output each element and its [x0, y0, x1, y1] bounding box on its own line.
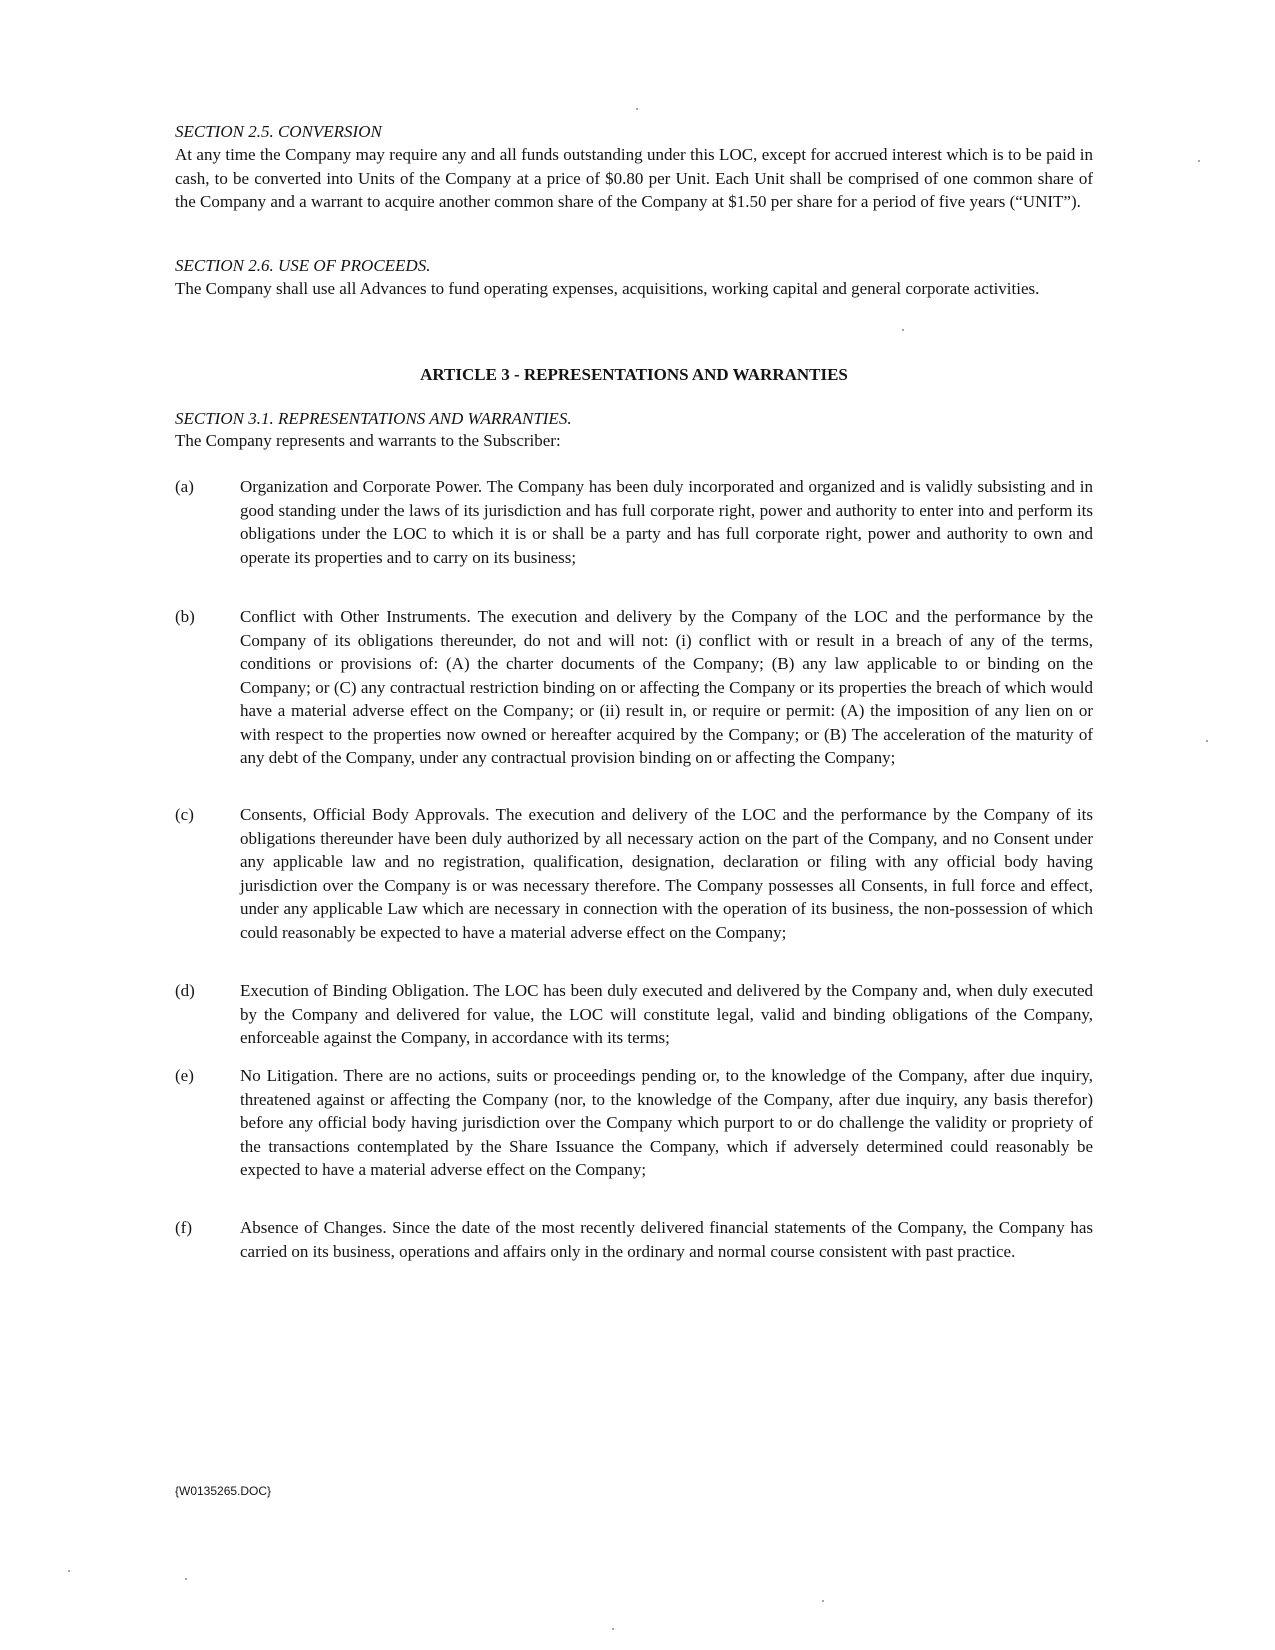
- item-marker: (d): [175, 981, 195, 1000]
- document-id-footer: {W0135265.DOC}: [175, 1484, 272, 1498]
- section-3-1-intro: The Company represents and warrants to the Subscriber:: [175, 431, 561, 450]
- scan-speck: [1198, 160, 1200, 162]
- item-marker: (b): [175, 607, 195, 626]
- section-2-6-heading: SECTION 2.6. USE OF PROCEEDS.: [175, 256, 431, 275]
- item-text: No Litigation. There are no actions, suits or proceedings pending or, to the knowledge of the Company, after due inquiry, threatened against or affecting the Company (nor, to the knowledge of the Company, after due inquiry, any basis therefor) before any official body having jurisdiction over the Company which purport to or do challenge the validity or propriety of the transactions contemplated by the Share Issuance the Company, which if adversely determined could reasonably be expected to have a material adverse effect on the Company;: [240, 1066, 1093, 1179]
- warranty-item-c: [175, 803, 1093, 944]
- warranty-item-b: [175, 605, 1093, 770]
- scan-speck: [185, 1578, 187, 1580]
- scan-speck: [822, 1600, 824, 1602]
- article-3-title: ARTICLE 3 - REPRESENTATIONS AND WARRANTIES: [420, 365, 848, 384]
- item-text: Organization and Corporate Power. The Company has been duly incorporated and organized and is validly subsisting and in good standing under the laws of its jurisdiction and has full corporate right, power and authority to enter into and perform its obligations under the LOC to which it is or shall be a party and has full corporate right, power and authority to own and operate its properties and to carry on its business;: [240, 477, 1093, 567]
- item-text: Execution of Binding Obligation. The LOC has been duly executed and delivered by the Company and, when duly executed by the Company and delivered for value, the LOC will constitute legal, valid and binding obligations of the Company, enforceable against the Company, in accordance with its terms;: [240, 981, 1093, 1047]
- scan-speck: [1206, 740, 1208, 742]
- item-marker: (a): [175, 477, 194, 496]
- scan-speck: [902, 329, 904, 331]
- item-text: Conflict with Other Instruments. The execution and delivery by the Company of the LOC and the performance by the Company of its obligations thereunder, do not and will not: (i) conflict with or result in a breach of any of the terms, conditions or provisions of: (A) the charter documents of the Company; (B) any law applicable to or binding on the Company; or (C) any contractual restriction binding on or affecting the Company or its properties the breach of which would have a material adverse effect on the Company; or (ii) result in, or require or permit: (A) the imposition of any lien on or with respect to the properties now owned or hereafter acquired by the Company; or (B) The acceleration of the maturity of any debt of the Company, under any contractual provision binding on or affecting the Company;: [240, 607, 1093, 767]
- section-2-5-text: At any time the Company may require any and all funds outstanding under this LOC, except for accrued interest which is to be paid in cash, to be converted into Units of the Company at a price of $0.80 per Unit. Each Unit shall be comprised of one common share of the Company and a warrant to acquire another common share of the Company at $1.50 per share for a period of five years (“UNIT”).: [175, 145, 1093, 211]
- item-marker: (e): [175, 1066, 194, 1085]
- scan-speck: [68, 1570, 70, 1572]
- section-2-5-heading: SECTION 2.5. CONVERSION: [175, 122, 382, 141]
- item-text: Consents, Official Body Approvals. The execution and delivery of the LOC and the performance by the Company of its obligations thereunder have been duly authorized by all necessary action on the part of the Company, and no Consent under any applicable law and no registration, qualification, designation, declaration or filing with any official body having jurisdiction over the Company is or was necessary therefore. The Company possesses all Consents, in full force and effect, under any applicable Law which are necessary in connection with the operation of its business, the non-possession of which could reasonably be expected to have a material adverse effect on the Company;: [240, 805, 1093, 942]
- warranty-item-f: [175, 1216, 1093, 1263]
- warranty-item-a: [175, 475, 1093, 569]
- item-text: Absence of Changes. Since the date of the most recently delivered financial statements of the Company, the Company has carried on its business, operations and affairs only in the ordinary and normal course consistent with past practice.: [240, 1218, 1093, 1261]
- section-3-1-heading: SECTION 3.1. REPRESENTATIONS AND WARRANTIES.: [175, 409, 572, 428]
- item-marker: (c): [175, 805, 194, 824]
- warranty-item-d: [175, 979, 1093, 1050]
- section-2-6-text: The Company shall use all Advances to fund operating expenses, acquisitions, working capital and general corporate activities.: [175, 279, 1040, 298]
- item-marker: (f): [175, 1218, 192, 1237]
- warranty-item-e: [175, 1064, 1093, 1182]
- scan-speck: [636, 108, 638, 110]
- scan-speck: [612, 1628, 614, 1630]
